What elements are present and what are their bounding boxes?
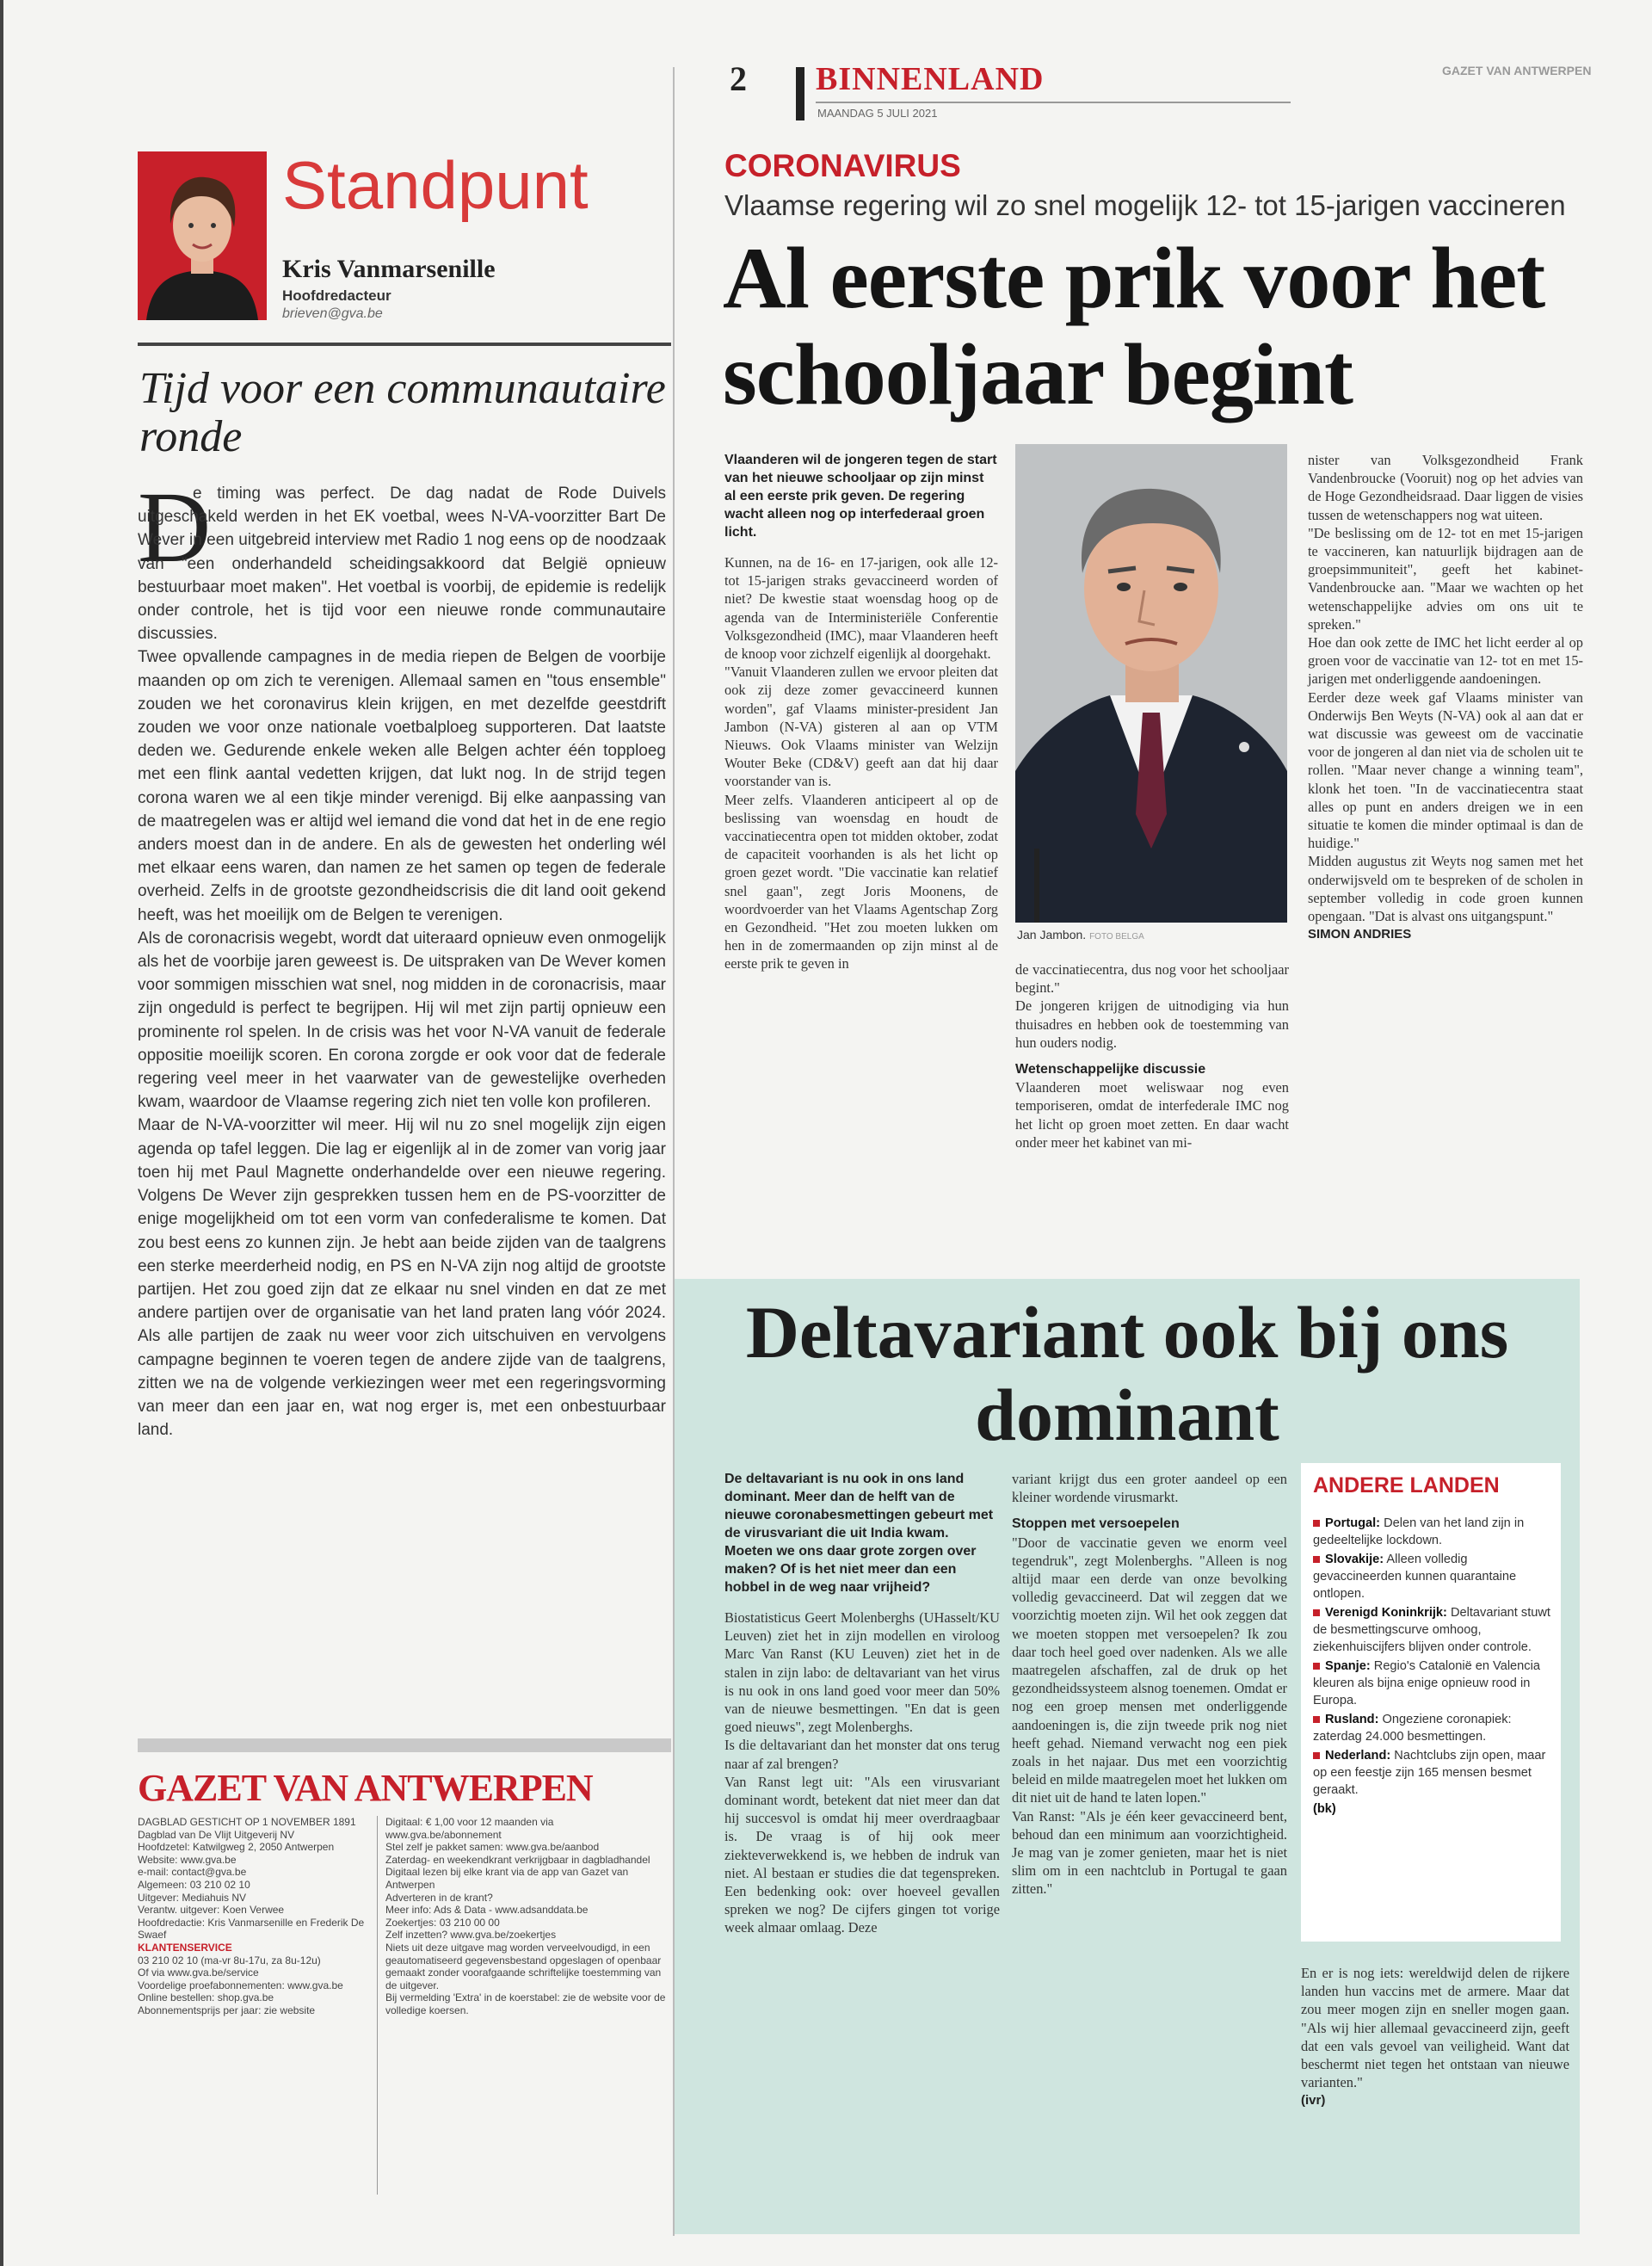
list-item xyxy=(1313,1515,1552,1549)
article-paragraph: "De beslissing om de 12- tot en met 15-jarigen te vaccineren, kan natuurlijk bijdragen aan de groepsimmuniteit", geeft het kabinet-Vandenbroucke aan. "Maar we wachten op het wetenschappelijke advies om ons uit te spreken." xyxy=(1308,524,1583,633)
delta-paragraph: Biostatisticus Geert Molenberghs (UHasselt/KU Leuven) ziet het in zijn modellen en viroloog Marc Van Ranst (KU Leuven) ziet het in de stalen in zijn labo: de deltavariant van het virus is nu ook in ons land goed voor meer dan 50% van de nieuwe besmettingen. "En dat is geen goed nieuws", zegt Molenberghs. xyxy=(724,1609,1000,1736)
header-rule xyxy=(816,102,1291,103)
jambon-photo xyxy=(1015,444,1287,923)
colophon-line: Digitaal lezen bij elke krant via de app van Gazet van Antwerpen xyxy=(385,1866,629,1891)
list-item xyxy=(1313,1551,1552,1602)
colophon-line: Verantw. uitgever: Koen Verwee xyxy=(138,1904,285,1917)
country-text: Nachtclubs zijn open, maar op een feestje zijn 165 mensen besmet geraakt. xyxy=(1313,1749,1546,1797)
editorial-title: Tijd voor een communautaire ronde xyxy=(139,364,666,461)
country-name: Slovakije: xyxy=(1325,1553,1384,1566)
editorial-paragraph: Twee opvallende campagnes in de media riepen de Belgen de voorbije maanden op om zich te verenigen. Allemaal samen en "tous ensemble" zouden we het coronavirus klein krijgen, en met dezelfde geestdrift zouden we voor onze nationale voetbalploeg supporteren. Dat laatste deden we. Gedurende enkele weken alle Belgen achter één topploeg met een flink aantal vedetten krijgen, dat lukt nog. In de strijd tegen corona waren we al een tikje minder verenigd. Bij elke aanpassing van de maatregelen was er altijd wel iemand die vond dat het in de ene regio anders moest dan in de andere. En als de gewesten het onderling wél met elkaar eens waren, dan namen ze het samen op tegen de federale overheid. Zelfs in de grootste gezondheidscrisis die dit land ooit gekend heeft, was het moeilijk om de Belgen te verenigen. xyxy=(138,648,666,924)
country-text: Deltavariant stuwt de besmettingscurve omhoog, ziekenhuiscijfers blijven onder controle. xyxy=(1313,1606,1550,1654)
author-photo xyxy=(138,151,267,320)
editorial-body xyxy=(138,482,666,1442)
author-role: Hoofdredacteur xyxy=(282,287,391,304)
colophon-link[interactable]: Of via www.gva.be/service xyxy=(138,1967,259,1979)
standpunt-label: Standpunt xyxy=(282,147,589,223)
delta-column-1 xyxy=(724,1470,1000,1937)
page-edge xyxy=(0,0,3,2266)
article-column-1 xyxy=(724,451,998,973)
editorial-rule xyxy=(138,343,671,346)
article-paragraph: Vlaanderen moet weliswaar nog even temporiseren, omdat de interfederale IMC nog het licht op groen moet zetten. En daar wacht onder meer het kabinet van mi- xyxy=(1015,1079,1289,1151)
colophon-link[interactable]: Voordelige proefabonnementen: www.gva.be xyxy=(138,1979,343,1991)
colophon-line: Digitaal: € 1,00 voor 12 maanden via www.gva.be/abonnement xyxy=(385,1816,554,1841)
colophon-line: Niets uit deze uitgave mag worden verveelvoudigd, in een geautomatiseerd gegevensbestand opgeslagen of openbaar gemaakt zonder voorafgaande schriftelijke toestemming van de uitgever. xyxy=(385,1941,662,1991)
colophon-line: DAGBLAD GESTICHT OP 1 NOVEMBER 1891 xyxy=(138,1816,356,1828)
page-number: 2 xyxy=(730,59,747,98)
article-paragraph: Meer zelfs. Vlaanderen anticipeert al op de beslissing van woensdag en houdt de vaccinatiecentra open tot midden oktober, zodat de capaciteit voorhanden is als het licht op groen gezet wordt. "Die vaccinatie kan relatief snel gaan", zegt Joris Moonens, de woordvoerder van het Vlaams Agentschap Zorg en Gezondheid. "Het zou moeten lukken om hen in de zomermaanden op zijn minst al de eerste prik te geven in xyxy=(724,791,998,972)
colophon-title: GAZET VAN ANTWERPEN xyxy=(138,1767,593,1809)
article-column-2 xyxy=(1015,960,1289,1152)
photo-caption xyxy=(1017,928,1144,942)
colophon-line: Stel zelf je pakket samen: www.gva.be/aanbod xyxy=(385,1841,600,1854)
country-name: Nederland: xyxy=(1325,1749,1391,1763)
delta-paragraph: variant krijgt dus een groter aandeel op een kleiner wordende virusmarkt. xyxy=(1012,1471,1287,1506)
article-paragraph: Hoe dan ook zette de IMC het licht eerder al op groen voor de vaccinatie van 12- tot en met 15-jarigen met onderliggende aandoeningen. xyxy=(1308,634,1583,688)
colophon-right xyxy=(385,1816,666,2017)
article-signature: SIMON ANDRIES xyxy=(1308,927,1412,942)
article-paragraph: nister van Volksgezondheid Frank Vandenbroucke (Vooruit) nog op het advies van de Hoge Gezondheidsraad. Daar liggen de visies tussen de wetenschappers nog wat uiteen. xyxy=(1308,452,1583,523)
article-paragraph: Kunnen, na de 16- en 17-jarigen, ook alle 12- tot 15-jarigen straks gevaccineerd worden of niet? De kwestie staat woensdag hoog op de agenda van de Interministeriële Conferentie Volksgezondheid (IMC), maar Vlaanderen heeft de knoop voor zichzelf eigenlijk al doorgehakt. xyxy=(724,554,998,663)
delta-signature: (ivr) xyxy=(1301,2093,1326,2109)
country-text: Delen van het land zijn in gedeeltelijke lockdown. xyxy=(1313,1516,1525,1547)
list-item xyxy=(1313,1604,1552,1656)
delta-paragraph: Van Ranst legt uit: "Als een virusvariant dominant wordt, betekent dat niet meer dan dat hij succesvol is omdat hij meer overdraagbaar is. De vraag is of hij ook meer ziekteverwekkend is, we hebben de indruk van niet. Al bestaan er studies die dat tegenspreken. Een bedenking ook: over hoeveel gevallen spreken we nog? De cijfers gingen tot vorige week almaar omlaag. Deze xyxy=(724,1773,1000,1936)
colophon-line: Zaterdag- en weekendkrant verkrijgbaar in dagbladhandel xyxy=(385,1853,650,1866)
list-item xyxy=(1313,1711,1552,1745)
colophon-divider xyxy=(377,1816,378,2195)
colophon-line: Hoofdzetel: Katwilgweg 2, 2050 Antwerpen xyxy=(138,1841,335,1854)
list-item xyxy=(1313,1658,1552,1709)
article-paragraph: De jongeren krijgen de uitnodiging via hun thuisadres en hebben ook de toestemming van hun ouders nodig. xyxy=(1015,997,1289,1051)
author-email[interactable]: brieven@gva.be xyxy=(282,306,383,321)
delta-column-2 xyxy=(1012,1470,1287,1899)
country-name: Rusland: xyxy=(1325,1713,1379,1726)
bullet-square-icon xyxy=(1313,1609,1320,1616)
delta-paragraph: Is die deltavariant dan het monster dat ons terug naar af zal brengen? xyxy=(724,1737,1000,1772)
colophon-link[interactable]: Meer info: Ads & Data - www.adsanddata.be xyxy=(385,1904,589,1917)
editorial-paragraph: Maar de N-VA-voorzitter wil meer. Hij wil nu zo snel mogelijk zijn eigen agenda op tafel leggen. Die lag er eigenlijk al in de zomer van vorig jaar toen hij met Paul Magnette onderhandelde over een nieuwe regering. Volgens De Wever zijn gesprekken tussen hem en de PS-voorzitter de enige mogelijkheid om tot een vorm van confederalisme te komen. Dat zou best eens zo kunnen zijn. Je hebt aan beide zijden van de taalgrens een sterke meerderheid nodig, en PS en N-VA zijn nog altijd de grootste partijen. Het zou goed zijn dat ze elkaar nu snel vinden en dat ze met andere partijen over de organisatie van het land praten lang vóór 2024. Als alle partijen de zaak nu weer voor zich uitschuiven en vervolgens campagne beginnen te voeren tegen de andere zijde van de taalgrens, zitten we na de volgende verkiezingen weer met een regeringsvorming van meer dan een jaar en, wat nog erger is, met een onbestuurbaar land. xyxy=(138,1116,666,1440)
article-paragraph: Eerder deze week gaf Vlaams minister van Onderwijs Ben Weyts (N-VA) ook al aan dat er wat discussie was geweest om de vaccinatie voor de jongeren al dan niet via de scholen uit te rollen. "Maar never change a winning team", klonk het toen. "In de vaccinatiecentra staat alles op punt en anders dreigen we in een situatie te komen die minder optimaal is dan de huidige." xyxy=(1308,688,1583,852)
andere-landen-title: ANDERE LANDEN xyxy=(1313,1473,1500,1497)
colophon-line: Algemeen: 03 210 02 10 xyxy=(138,1878,250,1891)
colophon-heading: KLANTENSERVICE xyxy=(138,1941,232,1954)
bullet-square-icon xyxy=(1313,1663,1320,1670)
section-title: BINNENLAND xyxy=(816,61,1045,97)
delta-column-3 xyxy=(1301,1964,1569,2110)
header-paper-name: GAZET VAN ANTWERPEN xyxy=(1442,64,1592,77)
colophon-line: 03 210 02 10 (ma-vr 8u-17u, za 8u-12u) xyxy=(138,1954,321,1967)
country-text: Regio's Catalonië en Valencia kleuren als bijna enige opnieuw rood in Europa. xyxy=(1313,1659,1540,1707)
article-paragraph: Midden augustus zit Weyts nog samen met het onderwijsveld om te bespreken of de scholen in september volledig in code groen kunnen opengaan. "Dat is alvast ons uitgangspunt." xyxy=(1308,853,1583,925)
article-subhead: Vlaamse regering wil zo snel mogelijk 12- tot 15-jarigen vaccineren xyxy=(724,189,1566,221)
delta-headline: Deltavariant ook bij ons dominant xyxy=(745,1291,1509,1456)
colophon-line: Hoofdredactie: Kris Vanmarsenille en Frederik De Swaef xyxy=(138,1916,365,1942)
delta-paragraph: En er is nog iets: wereldwijd delen de rijkere landen hun vaccins met de armere. Maar dat zou meer mogen zijn en sneller mogen gaan. "Als wij hier allemaal gevaccineerd zijn, geeft dat een vals gevoel van veiligheid. Want dat beschermt niet tegen het ontstaan van nieuwe varianten." xyxy=(1301,1965,1569,2091)
bullet-square-icon xyxy=(1313,1556,1320,1563)
colophon-line: Uitgever: Mediahuis NV xyxy=(138,1891,247,1904)
bullet-square-icon xyxy=(1313,1752,1320,1759)
header-bar xyxy=(796,67,804,120)
country-name: Spanje: xyxy=(1325,1659,1371,1673)
article-paragraph: de vaccinatiecentra, dus nog voor het schooljaar begint." xyxy=(1015,961,1289,997)
colophon-link[interactable]: e-mail: contact@gva.be xyxy=(138,1866,247,1879)
delta-paragraph: Van Ranst: "Als je één keer gevaccineerd bent, behoud dan een minimum aan voorzichtigheid. Je mag van je zomer genieten, maar het is niet slim om in een nachtclub in Portugal te gaan zitten." xyxy=(1012,1807,1287,1898)
country-text: Alleen volledig gevaccineerden kunnen quarantaine ontlopen. xyxy=(1313,1553,1517,1601)
colophon-line: Zoekertjes: 03 210 00 00 xyxy=(385,1916,500,1929)
colophon-left xyxy=(138,1816,370,2017)
colophon-link[interactable]: Zelf inzetten? www.gva.be/zoekertjes xyxy=(385,1929,557,1942)
header-date: MAANDAG 5 JULI 2021 xyxy=(817,107,938,120)
colophon-line: Adverteren in de krant? xyxy=(385,1891,493,1904)
landen-signature: (bk) xyxy=(1313,1802,1336,1816)
colophon-line: Dagblad van De Vlijt Uitgeverij NV xyxy=(138,1828,295,1841)
colophon-link[interactable]: Website: www.gva.be xyxy=(138,1853,237,1866)
drop-cap: D xyxy=(138,471,212,583)
delta-paragraph: "Door de vaccinatie geven we enorm veel tegendruk", zegt Molenberghs. "Alleen is nog altijd maar een derde van onze bevolking volledig gevaccineerd. Dat wil zeggen dat we voorzichtig moeten zijn. Wil het ook zeggen dat we moeten stoppen met versoepelen? Ik zou daar toch heel goed over nadenken. Als we alle maatregelen afschaffen, zal de druk op het gezondheidssysteem alsnog toenemen. Omdat er nog een groep mensen met onderliggende aandoeningen is, die zijn tweede prik nog niet heeft gehad. Niemand verwacht nog een piek zoals in het najaar. Dus met een voorzichtig beleid en milde maatregelen moet het lukken om dit niet uit de hand te laten lopen." xyxy=(1012,1534,1287,1806)
author-name: Kris Vanmarsenille xyxy=(282,255,496,283)
article-subheading: Wetenschappelijke discussie xyxy=(1015,1062,1206,1077)
colophon-bar xyxy=(138,1738,671,1752)
list-item xyxy=(1313,1747,1552,1799)
article-headline: Al eerste prik voor het schooljaar begint xyxy=(723,230,1545,423)
article-intro: Vlaanderen wil de jongeren tegen de start van het nieuwe schooljaar op zijn minst al een eerste prik geven. De regering wacht alleen nog op interfederaal groen licht. xyxy=(724,453,997,540)
photo-caption-text: Jan Jambon. xyxy=(1017,928,1087,942)
bullet-square-icon xyxy=(1313,1520,1320,1527)
country-text: Ongeziene coronapiek: zaterdag 24.000 besmettingen. xyxy=(1313,1713,1512,1744)
colophon-line: Bij vermelding 'Extra' in de koerstabel: zie de website voor de volledige koersen. xyxy=(385,1991,666,2016)
article-paragraph: "Vanuit Vlaanderen zullen we ervoor pleiten dat ook zij deze zomer gevaccineerd kunnen worden", gaf Vlaams minister-president Jan Jambon (N-VA) gisteren al aan op VTM Nieuws. Ook Vlaams minister van Welzijn Wouter Beke (CD&V) geeft aan dat hij daar voorstander van is. xyxy=(724,664,998,790)
photo-credit: FOTO BELGA xyxy=(1089,932,1144,942)
editorial-paragraph: Als de coronacrisis wegebt, wordt dat uiteraard opnieuw even onmogelijk als het de voorbije jaren geweest is. De uitspraken van De Wever komen voor sommigen misschien wat snel, nog midden in de coronacrisis, maar zijn ongeduld is perfect te begrijpen. Hij wil met zijn partij opnieuw een prominente rol spelen. In de crisis was het voor N-VA vanuit de federale oppositie moeilijk scoren. En corona zorgde er ook voor dat de federale regering veel meer in het vaarwater van de gewestelijke overheden kwam, waardoor de Vlaamse regering zich niet ten volle kon profileren. xyxy=(138,929,666,1112)
delta-intro: De deltavariant is nu ook in ons land dominant. Meer dan de helft van de nieuwe coronabesmettingen gebeurt met de virusvariant die uit India kwam. Moeten we ons daar grote zorgen over maken? Of is het niet meer dan een hobbel in de weg naar vrijheid? xyxy=(724,1472,994,1595)
bullet-square-icon xyxy=(1313,1716,1320,1723)
country-name: Verenigd Koninkrijk: xyxy=(1325,1606,1447,1620)
article-column-3 xyxy=(1308,451,1583,943)
country-name: Portugal: xyxy=(1325,1516,1381,1530)
delta-subheading: Stoppen met versoepelen xyxy=(1012,1516,1180,1532)
colophon-line: Abonnementsprijs per jaar: zie website xyxy=(138,2004,316,2016)
editorial-paragraph: e timing was perfect. De dag nadat de Rode Duivels uitgeschakeld werden in het EK voetbal, wees N-VA-voorzitter Bart De Wever in een uitgebreid interview met Radio 1 nog eens op de noodzaak van "een onderhandeld scheidingsakkoord dat België opnieuw bestuurbaar moet maken". Het voetbal is voorbij, de epidemie is redelijk onder controle, het is tijd voor een nieuwe ronde communautaire discussies. xyxy=(138,485,666,644)
colophon-link[interactable]: Online bestellen: shop.gva.be xyxy=(138,1991,274,2004)
andere-landen-list xyxy=(1313,1515,1552,1819)
article-kicker: CORONAVIRUS xyxy=(724,148,961,183)
